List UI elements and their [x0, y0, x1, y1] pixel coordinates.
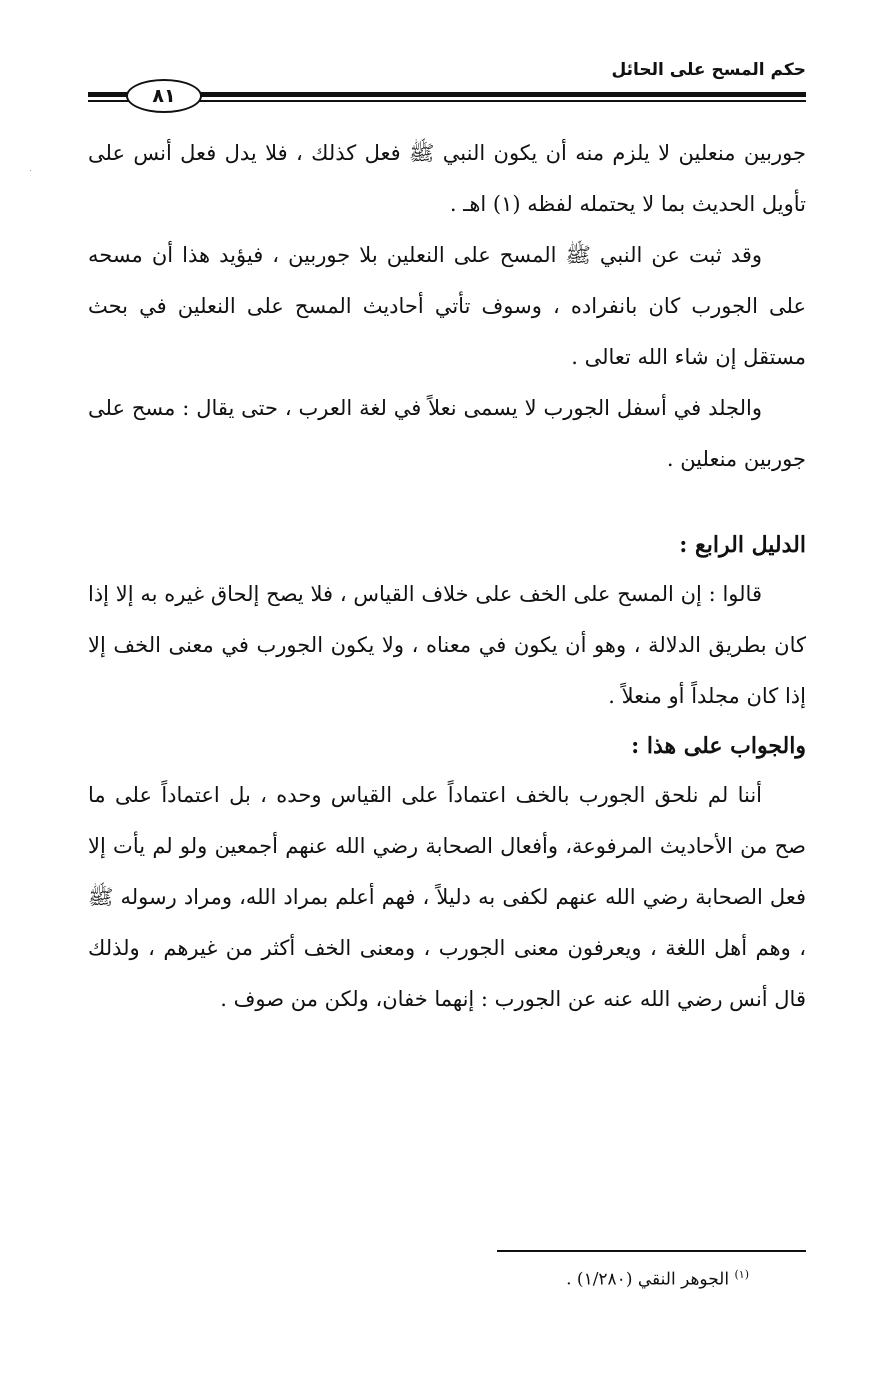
- paragraph-2: وقد ثبت عن النبي ﷺ المسح على النعلين بلا جوربين ، فيؤيد هذا أن مسحه على الجورب كان بانفراده ، وسوف تأتي أحاديث المسح على النعلين في بحث مستقل إن شاء الله تعالى .: [88, 243, 806, 369]
- footnote-marker: (١): [734, 1268, 749, 1281]
- section-heading-answer: والجواب على هذا :: [631, 733, 806, 759]
- footnote-text: الجوهر النقي (١/٢٨٠) .: [566, 1269, 730, 1290]
- running-title: حكم المسح على الحائل: [611, 60, 806, 80]
- scan-speck: [30, 170, 31, 171]
- main-text: [88, 128, 806, 1025]
- footnote-separator: [497, 1250, 806, 1252]
- section-heading-fourth-evidence: الدليل الرابع :: [679, 532, 806, 558]
- paragraph-fourth-evidence: قالوا : إن المسح على الخف على خلاف القياس ، فلا يصح إلحاق غيره به إلا إذا كان بطريق الدلالة ، وهو أن يكون في معناه ، ولا يكون الجورب في معنى الخف إلا إذا كان مجلداً أو منعلاً .: [88, 582, 806, 708]
- paragraph-answer: أننا لم نلحق الجورب بالخف اعتماداً على القياس وحده ، بل اعتماداً على ما صح من الأحاديث المرفوعة، وأفعال الصحابة رضي الله عنهم أجمعين ولو لم يأت إلا فعل الصحابة رضي الله عنهم لكفى به دليلاً ، فهم أعلم بمراد الله، ومراد رسوله ﷺ ، وهم أهل اللغة ، ويعرفون معنى الجورب ، ومعنى الخف أكثر من غيرهم ، ولذلك قال أنس رضي الله عنه عن الجورب : إنهما خفان، ولكن من صوف .: [88, 783, 806, 1011]
- paragraph-3: والجلد في أسفل الجورب لا يسمى نعلاً في لغة العرب ، حتى يقال : مسح على جوربين منعلين .: [88, 396, 806, 471]
- footnote: [566, 1268, 749, 1290]
- paragraph-1: جوربين منعلين لا يلزم منه أن يكون النبي ﷺ فعل كذلك ، فلا يدل فعل أنس على تأويل الحديث بما لا يحتمله لفظه (١) اهـ .: [88, 141, 806, 216]
- page-number-badge: ٨١: [126, 79, 202, 113]
- page-header: [88, 56, 806, 112]
